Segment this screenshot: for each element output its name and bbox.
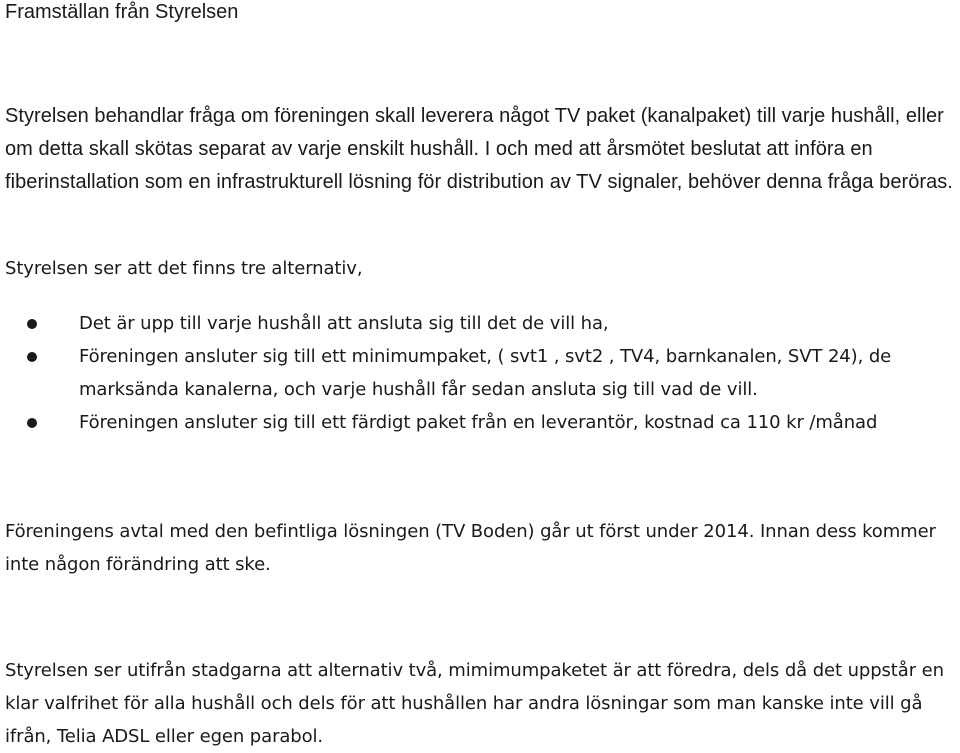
bullet-icon xyxy=(27,319,37,329)
alternatives-intro: Styrelsen ser att det finns tre alternativ, xyxy=(5,258,363,279)
recommendation-paragraph: Styrelsen ser utifrån stadgarna att alternativ två, mimimumpaketet är att föredra, dels då det uppstår en klar valfrihet för alla hushåll och dels för att hushållen har andra lösningar som man kanske inte vill gå ifrån, Telia ADSL eller egen parabol. xyxy=(5,660,944,747)
alternative-text: Föreningen ansluter sig till ett minimumpaket, ( svt1 , svt2 , TV4, barnkanalen, SVT 24), de marksända kanalerna, och varje hushåll får sedan ansluta sig till vad de vill. xyxy=(79,346,892,400)
alternative-text: Det är upp till varje hushåll att ansluta sig till det de vill ha, xyxy=(79,313,609,334)
bullet-icon xyxy=(27,418,37,428)
agreement-paragraph: Föreningens avtal med den befintliga lösningen (TV Boden) går ut först under 2014. Innan dess kommer inte någon förändring att ske. xyxy=(5,521,936,575)
alternatives-list xyxy=(5,307,957,439)
document-title: Framställan från Styrelsen xyxy=(5,1,239,23)
list-item xyxy=(5,307,957,340)
list-item xyxy=(5,406,957,439)
alternative-text: Föreningen ansluter sig till ett färdigt paket från en leverantör, kostnad ca 110 kr /månad xyxy=(79,412,878,433)
bullet-icon xyxy=(27,352,37,362)
intro-paragraph: Styrelsen behandlar fråga om föreningen skall leverera något TV paket (kanalpaket) till varje hushåll, eller om detta skall skötas separat av varje enskilt hushåll. I och med att årsmötet beslutat att införa en fiberinstallation som en infrastrukturell lösning för distribution av TV signaler, behöver denna fråga beröras. xyxy=(5,105,953,193)
list-item xyxy=(5,340,957,406)
